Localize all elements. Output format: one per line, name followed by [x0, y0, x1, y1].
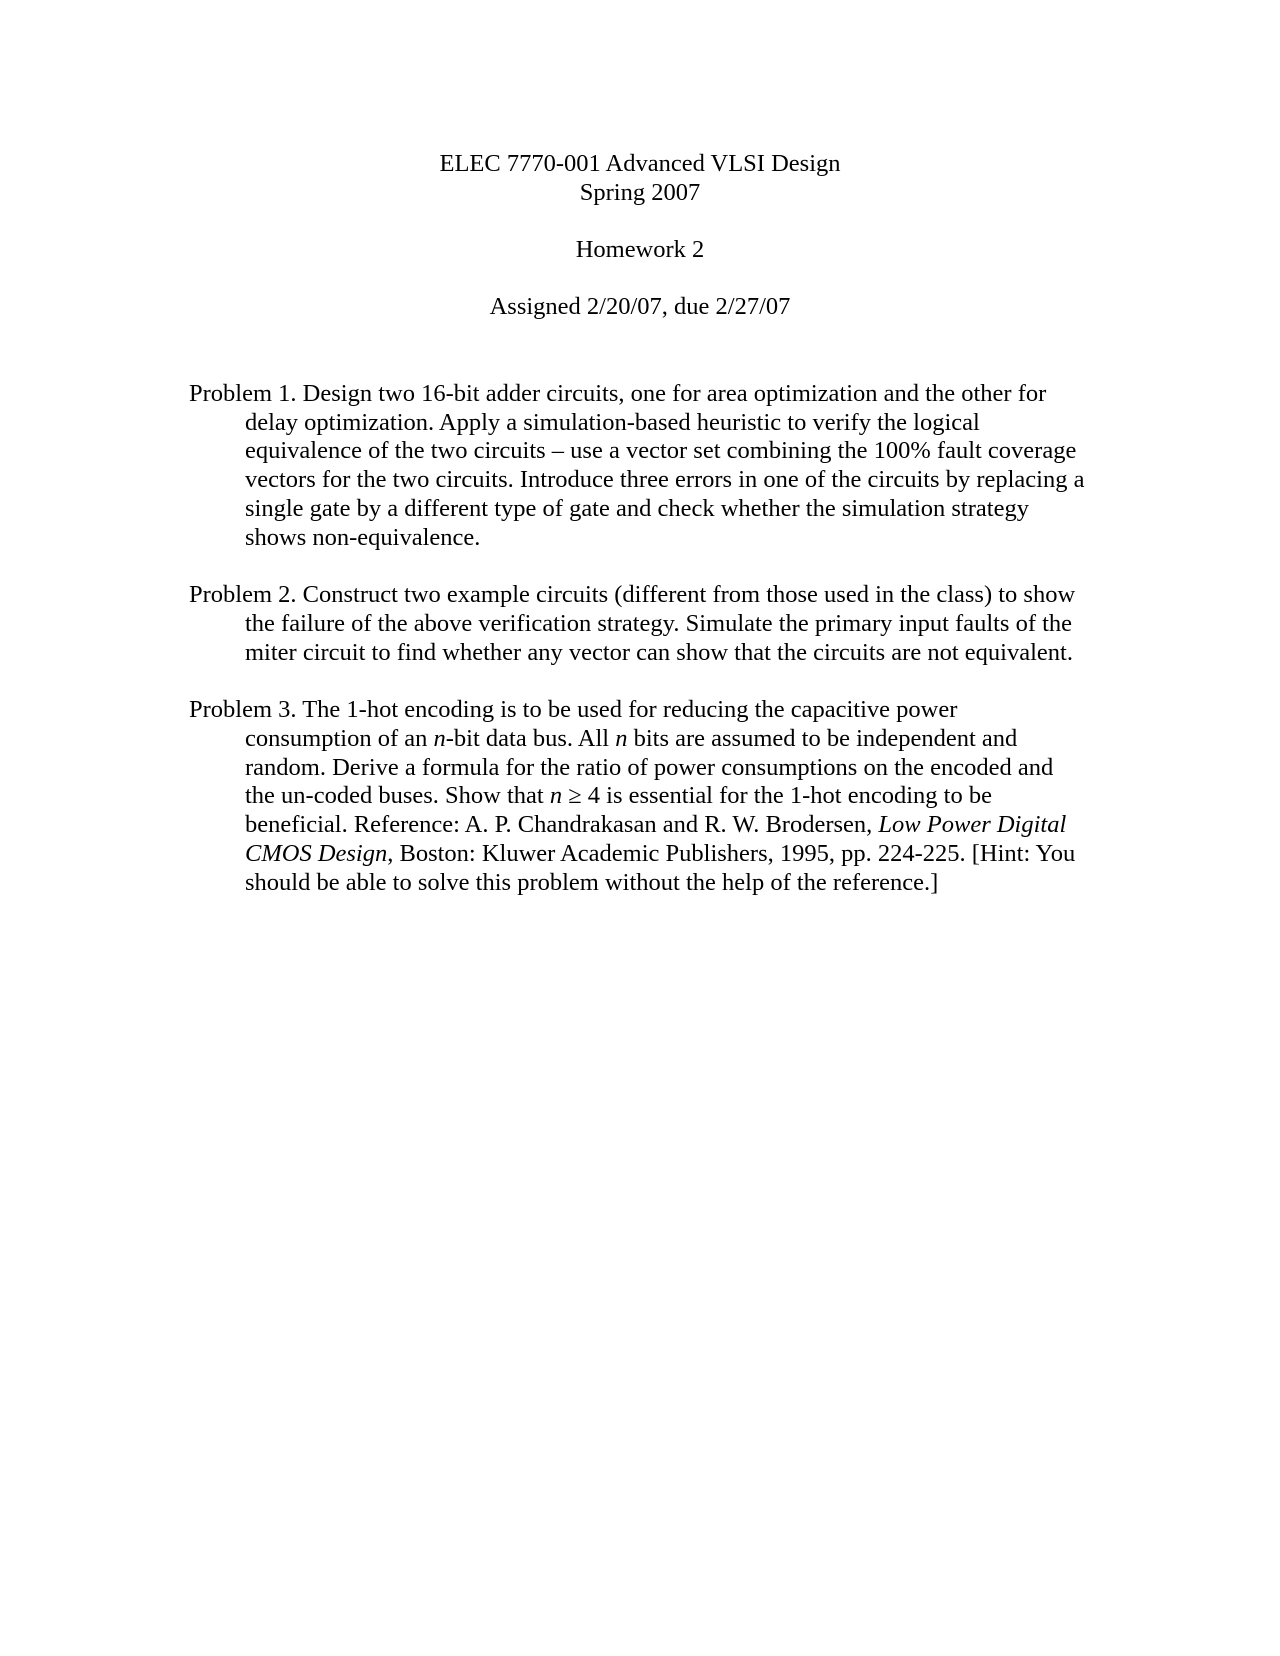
variable-n: n — [615, 725, 628, 753]
term: Spring 2007 — [579, 178, 701, 206]
homework-title: Homework 2 — [575, 235, 705, 263]
problem-label: Problem 1. — [189, 380, 297, 407]
problem-label: Problem 2. — [189, 581, 297, 609]
reference-book-title: Low Power Digital CMOS Design — [245, 811, 1067, 867]
spacer — [0, 264, 1280, 293]
spacer — [0, 207, 1280, 236]
document-header — [0, 150, 1280, 321]
problem-text: Design two 16-bit adder circuits, one for area optimization and the other for delay optimization. Apply a simulation-based heuristic to verify the logical equivalence of the two circuits – use a vector set combining the 100% fault coverage vectors for the two circuits. Introduce three errors in one of the circuits by replacing a single gate by a different type of gate and check whether the simulation strategy shows non-equivalence. — [245, 380, 1085, 551]
problem-text-part: The 1-hot encoding is to be used for reducing the capacitive power consumption of an — [245, 696, 958, 753]
problem-label: Problem 3. — [189, 696, 297, 724]
problem-2 — [189, 581, 1089, 667]
variable-n: n — [433, 725, 446, 753]
problem-1 — [189, 380, 1089, 552]
problem-list — [189, 380, 1089, 926]
variable-n: n — [549, 782, 563, 810]
problem-3 — [189, 696, 1089, 897]
course-title: ELEC 7770-001 Advanced VLSI Design — [439, 150, 841, 177]
problem-text-part: ≥ 4 is essential for the 1-hot encoding to be beneficial. Reference: A. P. Chandrakasan and R. W. Brodersen, — [245, 782, 992, 839]
problem-text-part: -bit data bus. All — [445, 725, 610, 753]
problem-text: Construct two example circuits (different from those used in the class) to show the failure of the above verification strategy. Simulate the primary input faults of the miter circuit to find whether any vector can show that the circuits are not equivalent. — [245, 581, 1076, 666]
assignment-dates: Assigned 2/20/07, due 2/27/07 — [489, 292, 791, 320]
problem-text-part: bits are assumed to be independent and random. Derive a formula for the ratio of power consumptions on the encoded and the un-coded buses. Show that — [245, 725, 1054, 810]
problem-text-part: , Boston: Kluwer Academic Publishers, 1995, pp. 224-225. [Hint: You should be able to solve this problem without the help of the reference.] — [245, 839, 1076, 896]
